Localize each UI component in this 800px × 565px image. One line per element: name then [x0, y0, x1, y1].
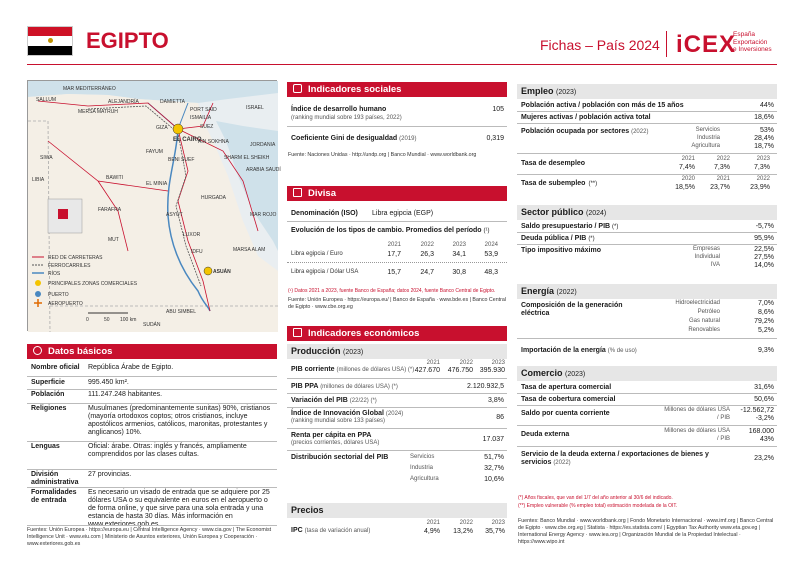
currency-note: (¹) Datos 2021 a 2023, fuente Banco de España; datos 2024, fuente Banco Central de Egipto. [288, 288, 496, 294]
map-label: SUEZ [200, 124, 214, 130]
production-year: (2023) [343, 349, 364, 356]
map-label: ARABIA SAUDÍ [246, 167, 281, 173]
trade-r5-value: 23,2% [754, 455, 774, 462]
ipc-value: 35,7% [485, 528, 505, 535]
basic-row-sep [27, 441, 277, 442]
denom-value: Libra egipcia (EGP) [372, 210, 434, 217]
map-label: LIBIA [32, 177, 45, 183]
ipc-sub: (tasa de variación anual) [304, 528, 371, 534]
trade-r3-sub2: / PIB [716, 415, 730, 421]
logo-line: España [733, 31, 756, 38]
trade-r3-label: Saldo por cuenta corriente [521, 410, 610, 417]
logo-line: e Inversiones [733, 46, 772, 53]
map-label: LUXOR [183, 232, 201, 238]
dist-label: Distribución sectorial del PIB [291, 454, 389, 461]
emp-sector: Industria [696, 135, 720, 141]
employment-year: (2023) [556, 89, 577, 96]
ipc-value: 4,9% [424, 528, 440, 535]
currency-sources: Fuente: Unión Europea · https://europa.eu/ | Banco de España · www.bde.es | Banco Central de Egipto · www.cbe.org.eg [288, 297, 506, 310]
pib-text: PIB corriente [291, 366, 335, 373]
gini-label [291, 135, 416, 143]
social-header [287, 82, 507, 97]
scale-label: 0 [86, 317, 89, 323]
emp-r1-label: Población activa / población con más de 15 años [521, 102, 684, 109]
energy-title: Energía [521, 286, 555, 296]
energy-imp-value: 9,3% [758, 347, 774, 354]
basic-row-sep [27, 487, 277, 488]
basic-row-key: Lenguas [31, 443, 60, 450]
trade-r4-value1: 168.000 [748, 428, 774, 435]
basic-sources: Fuentes: Unión Europea · https://europa.eu | Central Intelligence Agency · www.cia.gov | The Economist Intelligence Unit · www.eiu.com | Ministerio de Asuntos exteriores, Unión Europea y Cooperación · www.exteriores.gob.es [27, 527, 272, 547]
emp-sector: Agricultura [691, 143, 720, 149]
emp-sub-label [521, 180, 597, 188]
employment-header [517, 84, 777, 99]
currency-row-value: 30,8 [452, 269, 466, 276]
legend-roads: RED DE CARRETERAS [48, 255, 103, 261]
tax-value: 27,5% [754, 254, 774, 261]
currency-year: 2021 [387, 242, 401, 248]
trade-r2-label: Tasa de cobertura comercial [521, 396, 616, 403]
ipc-year: 2023 [491, 520, 505, 526]
map-label: SIWA [40, 155, 53, 161]
emp-sector-value: 28,4% [754, 135, 774, 142]
currency-row-value: 26,3 [420, 251, 434, 258]
footnote-2: (**) Empleo vulnerable (% empleo total) estimación modelada de la OIT. [518, 503, 678, 509]
emp-sub-year: 2020 [681, 176, 695, 182]
page-title: EGIPTO [86, 28, 169, 53]
emp-sub-year: 2021 [716, 176, 730, 182]
currency-year: 2022 [420, 242, 434, 248]
basic-row-value: Musulmanes (predominantemente sunitas) 90%, cristianos (mayoría ortodoxos coptos; otros cristianos, incluye apostólicos armenios, católicos, maronitas, protestantes y anglicanos) 10%. [88, 405, 271, 436]
iig-sub: (ranking mundial sobre 133 países) [291, 418, 386, 424]
map-label: MUT [108, 237, 119, 243]
logo-tagline [733, 31, 772, 54]
map-label: EL MINIA [146, 181, 168, 187]
emp-sector: Servicios [695, 127, 720, 133]
idh-sub: (ranking mundial sobre 193 países, 2022) [291, 115, 402, 121]
production-title: Producción [291, 346, 341, 356]
emp-r3-text: Población ocupada por sectores [521, 128, 630, 135]
trade-r4-value2: 43% [759, 436, 774, 443]
var-text: Variación del PIB [291, 397, 348, 404]
map-label: BENI SUEF [168, 157, 195, 163]
iig-label [291, 410, 403, 418]
gini-value: 0,319 [486, 135, 504, 142]
egypt-flag [27, 26, 73, 56]
basic-row-value: 111.247.248 habitantes. [88, 391, 163, 398]
emp-des-value: 7,4% [679, 164, 695, 171]
trade-r3-value2: -3,2% [755, 415, 774, 422]
emp-des-year: 2022 [716, 156, 730, 162]
basic-data-section [27, 344, 277, 359]
evo-note: (¹) [483, 228, 490, 234]
header-divider [27, 64, 777, 65]
pub-r2-label [521, 235, 595, 243]
energy-source: Renovables [688, 327, 720, 333]
target-icon [33, 346, 42, 355]
energy-year: (2022) [556, 289, 577, 296]
pub-r3-label: Tipo impositivo máximo [521, 247, 601, 254]
emp-r3-year: (2022) [631, 129, 649, 135]
map-label: ASUÁN [213, 269, 231, 275]
prices-header: Precios [287, 503, 507, 518]
dist-value: 51,7% [484, 454, 504, 461]
trade-r1-label: Tasa de apertura comercial [521, 384, 612, 391]
econ-year: 2021 [426, 360, 440, 366]
map-label: ALEJANDRÍA [108, 99, 139, 105]
energy-imp-label [521, 347, 637, 355]
map-label: ASYUT [166, 212, 183, 218]
pib-label [291, 366, 414, 374]
iig-text: Índice de Innovación Global [291, 410, 384, 417]
dist-sector: Industria [410, 465, 434, 471]
dist-value: 32,7% [484, 465, 504, 472]
energy-source: Gas natural [688, 318, 720, 324]
map-label: SHARM EL SHEIKH [224, 155, 270, 161]
iig-value: 86 [496, 414, 504, 421]
denom-label: Denominación (ISO) [291, 210, 358, 217]
energy-comp-label: Composición de la generación eléctrica [521, 302, 623, 317]
emp-sub-text: Tasa de subempleo [521, 180, 586, 187]
rpc-label: Renta per cápita en PPA [291, 432, 372, 439]
dist-sector: Agricultura [410, 476, 439, 482]
pub-r2-value: 95,9% [754, 235, 774, 242]
currency-year: 2023 [452, 242, 466, 248]
currency-row-label: Libra egipcia / Euro [291, 251, 343, 257]
map-label: DAMIETTA [160, 99, 185, 105]
energy-value: 8,6% [758, 309, 774, 316]
emp-r1-value: 44% [759, 102, 774, 109]
production-header [287, 344, 507, 359]
iig-year: (2024) [385, 411, 404, 417]
social-sources: Fuente: Naciones Unidas · http://undp.org | Banco Mundial · www.worldbank.org [288, 152, 477, 158]
trade-title: Comercio [521, 368, 563, 378]
chart-icon [293, 328, 302, 337]
tax-type: Individual [694, 254, 720, 260]
basic-row-value: 995.450 km². [88, 379, 129, 386]
econ-year: 2022 [459, 360, 473, 366]
emp-sub-value: 18,5% [675, 184, 695, 191]
energy-imp-sub: (% de uso) [607, 348, 637, 354]
evo-text: Evolución de los tipos de cambio. Promedios del período [291, 227, 482, 234]
emp-r3-label [521, 128, 648, 136]
emp-sector-value: 53% [759, 127, 774, 134]
rpc-value: 17.037 [482, 436, 504, 443]
tax-value: 22,5% [754, 246, 774, 253]
map-label: MERSA MATRUH [78, 109, 118, 115]
tax-type: Empresas [692, 246, 720, 252]
section-title: Divisa [308, 188, 336, 199]
map-label: EL CAIRO [173, 137, 202, 143]
energy-value: 7,0% [758, 300, 774, 307]
trade-year: (2023) [565, 371, 586, 378]
money-icon [293, 188, 302, 197]
map-label: MARSA ALAM [233, 247, 266, 253]
public-year: (2024) [586, 210, 607, 217]
scale-label: 50 [104, 317, 110, 323]
currency-row-value: 15,7 [387, 269, 401, 276]
map-label: SALLUM [36, 97, 57, 103]
gini-year: (2019) [399, 136, 417, 142]
currency-header [287, 186, 507, 201]
public-sector-header [517, 205, 777, 220]
pub-r1-label [521, 223, 618, 231]
currency-row-value: 53,9 [484, 251, 498, 258]
legend-airport: AEROPUERTO [48, 301, 83, 307]
legend-port: PUERTO [48, 292, 69, 298]
econ-year: 2023 [491, 360, 505, 366]
ipc-label [291, 527, 370, 535]
currency-row-value: 17,7 [387, 251, 401, 258]
basic-row-key: Población [31, 391, 65, 398]
tax-value: 14,0% [754, 262, 774, 269]
emp-sub-value: 23,9% [750, 184, 770, 191]
idh-label: Índice de desarrollo humano [291, 106, 387, 113]
trade-r3-value1: -12.562,72 [740, 407, 774, 414]
map-label: FAYUM [146, 149, 163, 155]
ppa-label [291, 383, 398, 391]
map-label: PORT SAID [190, 107, 217, 113]
map-label: ISRAEL [246, 105, 264, 111]
social-section [287, 82, 507, 97]
ipc-year: 2021 [426, 520, 440, 526]
ppa-value: 2.120.932,5 [467, 383, 504, 390]
emp-sub-value: 23,7% [710, 184, 730, 191]
ipc-text: IPC [291, 527, 303, 534]
gini-text: Coeficiente Gini de desigualdad [291, 135, 398, 142]
ppa-sub: (millones de dólares USA) (*) [320, 384, 398, 390]
emp-sub-note: (**) [588, 181, 598, 187]
var-value: 3,8% [488, 397, 504, 404]
emp-r2-label: Mujeres activas / población activa total [521, 114, 651, 121]
emp-sector-value: 18,7% [754, 143, 774, 150]
emp-sub-year: 2022 [756, 176, 770, 182]
legend-rivers: RÍOS [48, 271, 61, 277]
emp-des-year: 2021 [681, 156, 695, 162]
emp-des-year: 2023 [756, 156, 770, 162]
energy-value: 79,2% [754, 318, 774, 325]
trade-r1-value: 31,6% [754, 384, 774, 391]
map-label: FARAFRA [98, 207, 122, 213]
map-label: ISMAILIA [190, 115, 212, 121]
energy-source: Petróleo [697, 309, 720, 315]
tax-type: IVA [710, 262, 720, 268]
currency-row-label: Libra egipcia / Dólar USA [291, 269, 359, 275]
trade-r5-text: Servicio de la deuda externa / exportaciones de bienes y servicios [521, 451, 709, 466]
basic-row-value: Es necesario un visado de entrada que se adquiere por 25 dólares USA o su equivalente en euros en el aeropuerto o de forma online, y que sirve para una sola entrada y una estancia de hasta 30 días. Más información en [88, 489, 270, 520]
currency-year: 2024 [484, 242, 498, 248]
pub-r2-note: (*) [588, 236, 595, 242]
employment-title: Empleo [521, 86, 554, 96]
trade-r4-label: Deuda externa [521, 431, 570, 438]
section-title: Indicadores sociales [308, 84, 402, 95]
map-label: MAR MEDITERRÁNEO [63, 86, 116, 92]
map-label: ABU SIMBEL [166, 309, 197, 315]
basic-row-key: Formalidades de entrada [31, 489, 77, 504]
energy-source: Hidroelectricidad [675, 300, 720, 306]
idh-value: 105 [492, 106, 504, 113]
ipc-year: 2022 [459, 520, 473, 526]
basic-row-value: Oficial: árabe. Otras: inglés y francés, ampliamente comprendidos por las clases cultas. [88, 443, 247, 458]
economic-section [287, 326, 507, 341]
emp-des-value: 7,3% [754, 164, 770, 171]
basic-row-sep [27, 403, 277, 404]
trade-r4-sub1: Millones de dólares USA [664, 428, 730, 434]
pub-r1-text: Saldo presupuestario / PIB [521, 223, 611, 230]
dist-value: 10,6% [484, 476, 504, 483]
section-title: Indicadores económicos [308, 328, 420, 339]
currency-row-value: 24,7 [420, 269, 434, 276]
emp-r2-value: 18,6% [754, 114, 774, 121]
rpc-sub: (precios corrientes, dólares USA) [291, 440, 380, 446]
public-title: Sector público [521, 207, 584, 217]
currency-row-value: 48,3 [484, 269, 498, 276]
basic-row-sep [27, 525, 277, 526]
emp-des-label [521, 160, 585, 167]
footnote-1: (*) Años fiscales, que van del 1/7 del año anterior al 30/6 del indicado. [518, 495, 673, 501]
energy-header [517, 284, 777, 299]
basic-row-key: Religiones [31, 405, 67, 412]
egypt-map [27, 80, 281, 331]
pub-r2-text: Deuda pública / PIB [521, 235, 587, 242]
pib-sub: (millones de dólares USA) (*) [336, 367, 415, 373]
logo-divider [666, 31, 667, 57]
trade-r2-value: 50,6% [754, 396, 774, 403]
map-label: BAWITI [106, 175, 124, 181]
ipc-value: 13,2% [453, 528, 473, 535]
trade-header [517, 366, 777, 381]
trade-r3-sub1: Millones de dólares USA [664, 407, 730, 413]
page-subtitle: Fichas – País 2024 [540, 37, 660, 53]
pub-r1-value: -5,7% [755, 223, 774, 230]
map-label: SUDÁN [143, 322, 161, 328]
right-sources: Fuentes: Banco Mundial · www.worldbank.org | Fondo Monetario Internacional · www.imf.org | Banco Central de Egipto · www.cbe.org.eg | Statista · https://es.statista.com/ | Egyptian Tax Authority www.eta.gov.eg | International Energy Agency · www.iea.org | Organización Mundial de la Propiedad Intelectual · https://www.wipo.int [518, 518, 774, 545]
pib-value: 476.750 [447, 367, 473, 374]
energy-value: 5,2% [758, 327, 774, 334]
trade-r5-label [521, 451, 721, 467]
emp-des-value: 7,3% [714, 164, 730, 171]
basic-row-key: División administrativa [31, 471, 79, 486]
basic-row-sep [27, 469, 277, 470]
currency-row-sep [287, 262, 507, 263]
economic-header [287, 326, 507, 341]
evo-label [291, 227, 490, 235]
map-label: IDFU [191, 249, 203, 255]
map-label: MAR ROJO [250, 212, 277, 218]
dist-sector: Servicios [410, 454, 435, 460]
section-title: Datos básicos [48, 346, 113, 357]
people-icon [293, 84, 302, 93]
basic-row-sep [27, 376, 277, 377]
basic-row-key: Nombre oficial [31, 364, 80, 371]
map-label: AIN SOKHNA [198, 139, 229, 145]
basic-row-value: República Árabe de Egipto. [88, 364, 174, 371]
basic-row-key: Superficie [31, 379, 65, 386]
basic-row-value: 27 provincias. [88, 471, 132, 478]
pib-value: 427.670 [414, 367, 440, 374]
var-sub: (22/22) (*) [349, 398, 377, 404]
energy-imp-text: Importación de la energía [521, 347, 606, 354]
basic-row-sep [27, 389, 277, 390]
icex-logo: iCEX [676, 31, 737, 58]
legend-rail: FERROCARRILES [48, 263, 91, 269]
currency-row-value: 34,1 [452, 251, 466, 258]
pib-value: 395.930 [479, 367, 505, 374]
ppa-text: PIB PPA [291, 383, 319, 390]
scale-label: 100 km [120, 317, 137, 323]
emp-des-text: Tasa de desempleo [521, 160, 586, 167]
pub-r1-note: (*) [612, 224, 619, 230]
legend-zones: PRINCIPALES ZONAS COMERCIALES [48, 281, 138, 287]
map-label: HURGADA [201, 195, 227, 201]
trade-r4-sub2: / PIB [716, 436, 730, 442]
currency-section [287, 186, 507, 201]
map-label: GIZA [156, 125, 168, 131]
logo-line: Exportación [733, 38, 768, 46]
trade-r5-year: (2022) [553, 460, 571, 466]
map-svg [28, 81, 281, 332]
var-label [291, 397, 377, 405]
map-label: JORDANIA [250, 142, 276, 148]
basic-data-header [27, 344, 277, 359]
